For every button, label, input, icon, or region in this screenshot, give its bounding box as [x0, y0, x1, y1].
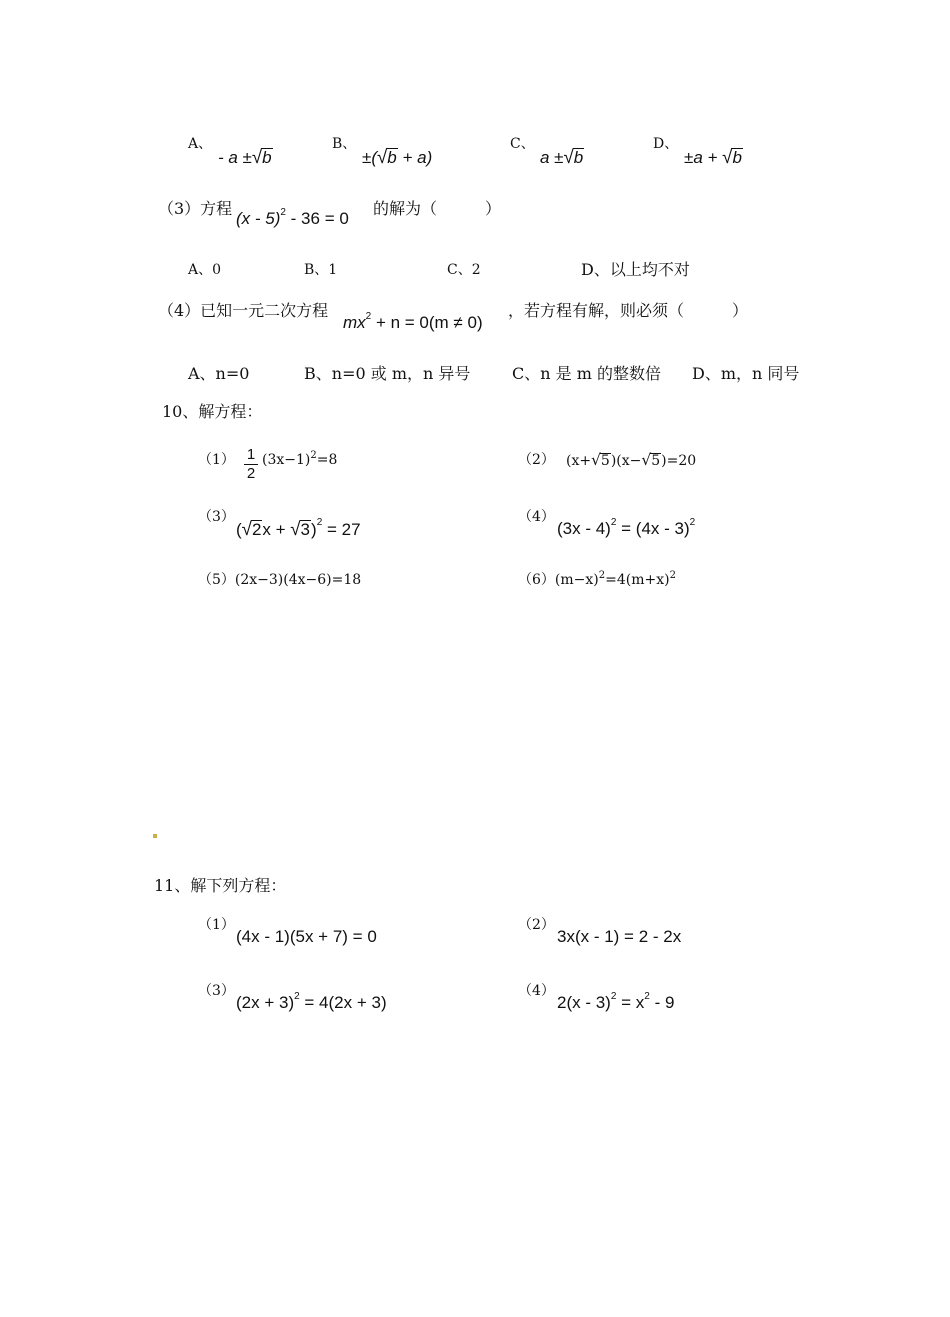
q9-option-c-expr: a ±√b	[540, 146, 584, 167]
q11-2-label: （2）	[518, 917, 555, 933]
q10-3-label: （3）	[198, 509, 235, 525]
q10-1-expr: $(3x-1)^2=8$	[262, 450, 338, 468]
q10-3-expr: $(√2x + √3)^2 = 27$	[236, 517, 361, 539]
q10-2-expr: (x+√5)(x−√5)=20	[566, 451, 697, 469]
q10-1-denominator: 2	[246, 465, 256, 482]
q11-4-expr: $2(x - 3)^2 = x^2 - 9$	[557, 991, 675, 1012]
q11-1-label: （1）	[198, 917, 235, 933]
q10-1-label: （1）	[198, 452, 235, 468]
q10-1-numerator: 1	[244, 446, 258, 465]
q9-4-option-d: D、m，n 同号	[692, 364, 800, 383]
q9-3-option-c: C、2	[447, 262, 481, 278]
q9-option-a-expr: - a ±√b	[218, 146, 272, 167]
q11-2-expr: 3x(x - 1) = 2 - 2x	[557, 927, 682, 946]
q9-3-option-a: A、0	[188, 262, 222, 278]
q9-4-suffix: ，若方程有解，则必须（ ）	[508, 301, 749, 320]
page-mark	[153, 834, 157, 838]
q11-title: 11、解下列方程：	[154, 876, 287, 895]
q9-option-a-label: A、	[188, 136, 213, 152]
q9-4-option-b: B、n=0 或 m，n 异号	[304, 364, 471, 383]
q9-4-label: （4）已知一元二次方程	[158, 301, 329, 320]
q9-option-d-expr: ±a + √b	[684, 146, 742, 167]
q10-4-expr: (3x - 4)$^2$ = (4x - 3)$^2$	[557, 517, 696, 538]
q9-4-option-a: A、n=0	[188, 364, 250, 383]
q11-1-expr: (4x - 1)(5x + 7) = 0	[236, 927, 377, 946]
q9-3-equation: (x - 5)$^2$ - 36 = 0	[236, 207, 349, 228]
q10-2-label: （2）	[518, 452, 555, 468]
q9-option-b-expr: ±(√b + a)	[362, 146, 433, 167]
q11-3-expr: $(2x + 3)^2 = 4(2x + 3)$	[236, 991, 387, 1012]
q9-option-d-label: D、	[653, 136, 679, 152]
q10-1-fraction	[244, 446, 258, 483]
q10-4-label: （4）	[518, 509, 555, 525]
q9-option-c-label: C、	[510, 136, 535, 152]
q9-3-label: （3）方程	[158, 199, 233, 218]
q9-3-suffix: 的解为（ ）	[373, 199, 502, 218]
q9-3-option-b: B、1	[304, 262, 338, 278]
q9-option-b-label: B、	[332, 136, 357, 152]
q10-title: 10、解方程：	[162, 402, 263, 421]
q11-3-label: （3）	[198, 983, 235, 999]
q10-6: $(6)(m-x)^2=4(m+x)^2$	[518, 570, 676, 588]
q9-3-option-d: D、以上均不对	[581, 260, 690, 279]
q11-4-label: （4）	[518, 983, 555, 999]
q9-4-option-c: C、n 是 m 的整数倍	[512, 364, 661, 383]
q10-5: （5）(2x−3)(4x−6)=18	[198, 572, 362, 588]
q9-4-equation: $mx^2 + n = 0(m \ne 0)$	[343, 311, 483, 332]
